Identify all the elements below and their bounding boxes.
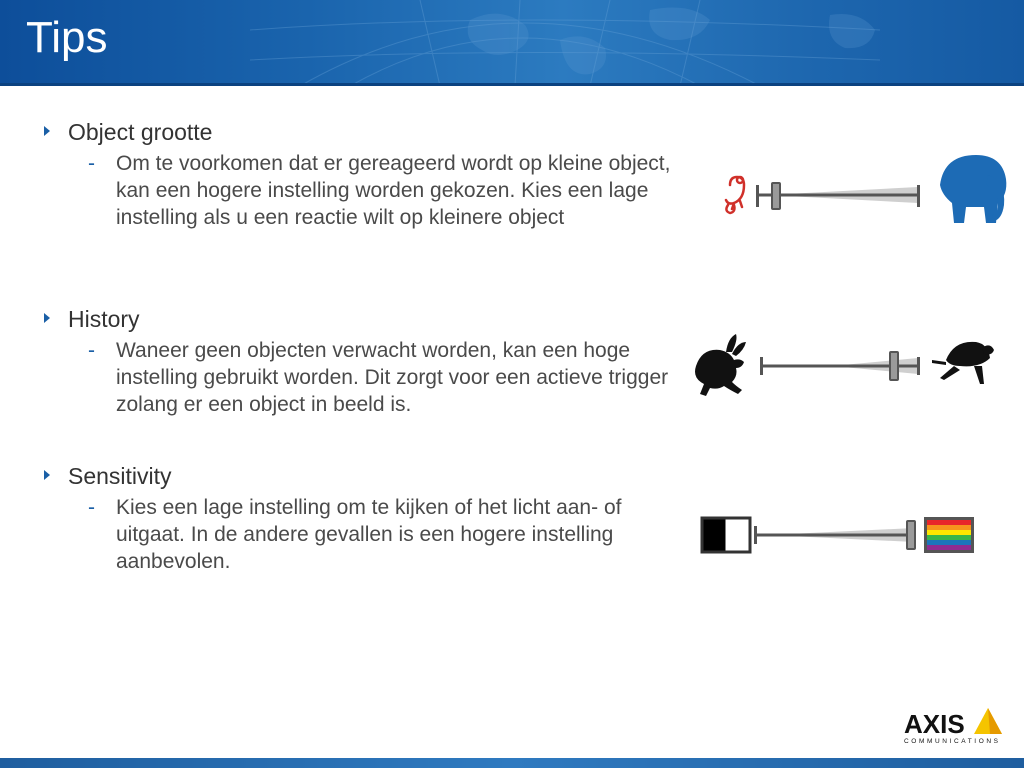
sensitivity-visual [698,510,980,560]
bullet-object-size [44,118,684,146]
sub-bullet-text: Kies een lage instelling om te kijken of het licht aan- of uitgaat. In de andere gevallen is een hogere instelling aanbevolen. [116,496,622,573]
sensitivity-slider [754,521,916,549]
rainbow-swatch-icon [924,517,974,553]
logo-tagline: COMMUNICATIONS [904,738,1001,745]
bullet-heading: Object grootte [68,119,213,145]
logo-wordmark: AXIS [904,709,965,739]
sub-bullet-text: Waneer geen objecten verwacht worden, kan een hoge instelling gebruikt worden. Dit zorgt voor een actieve trigger zolang er een object in beeld is. [116,339,669,416]
bullet-heading: History [68,306,140,332]
object-size-visual [718,145,1008,235]
slide-title: Tips [26,13,108,62]
black-white-swatch-icon [702,518,750,552]
object-size-slider-thumb [772,183,780,209]
rabbit-icon [695,334,746,396]
history-slider [760,352,920,380]
elephant-icon [940,155,1006,223]
section-history [44,305,684,418]
history-slider-thumb [890,352,898,380]
bullet-history [44,305,684,333]
sub-bullet-history [44,337,684,418]
bullet-arrow-icon [44,470,50,480]
title-banner [0,0,1024,86]
section-sensitivity [44,462,684,575]
bullet-heading: Sensitivity [68,463,172,489]
dash-marker: - [88,339,95,362]
bullet-sensitivity [44,462,684,490]
dash-marker: - [88,496,95,519]
sub-bullet-object-size [44,150,684,231]
bullet-arrow-icon [44,313,50,323]
axis-logo [904,702,1010,751]
world-map-background [0,0,1024,86]
sub-bullet-text: Om te voorkomen dat er gereageerd wordt op kleine object, kan een hogere instelling worden gekozen. Kies een lage instelling als u een reactie wilt op kleinere object [116,152,671,229]
turtle-icon [932,342,994,384]
mouse-icon [726,177,744,213]
bottom-bar [0,758,1024,768]
history-visual [692,330,998,400]
dash-marker: - [88,152,95,175]
sub-bullet-sensitivity [44,494,691,575]
object-size-slider [756,183,920,209]
banner-edge [0,83,1024,86]
sensitivity-slider-thumb [907,521,915,549]
bullet-arrow-icon [44,126,50,136]
section-object-size [44,118,684,231]
